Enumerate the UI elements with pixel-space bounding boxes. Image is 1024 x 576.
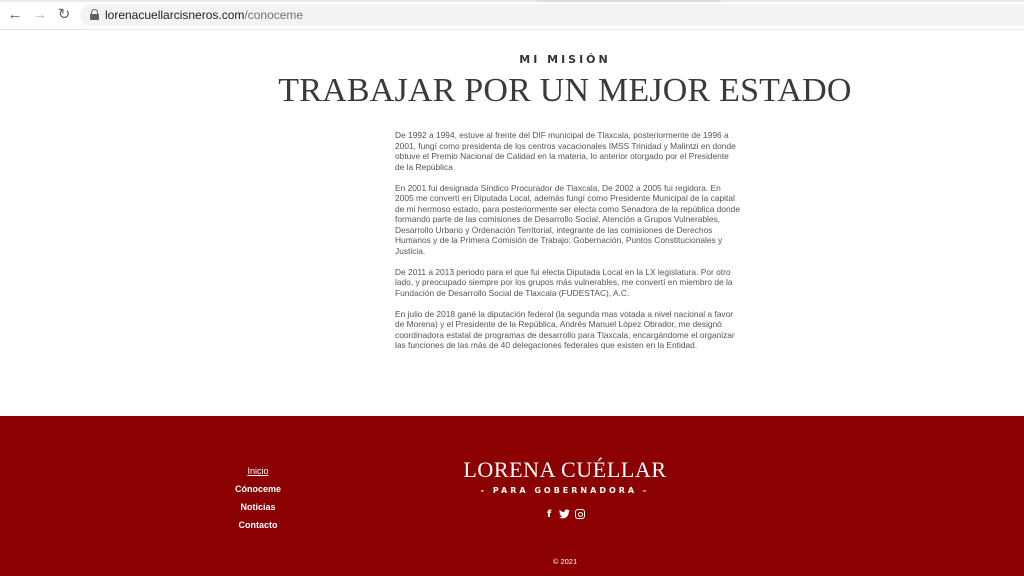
- section-kicker: MI MISIÓN: [519, 53, 611, 66]
- social-links: [545, 509, 589, 523]
- bio-paragraph: De 1992 a 1994, estuve al frente del DIF municipal de Tlaxcala, posteriormente de 1996 a 2001, fungí como presidenta de los centros vacacionales IMSS Trinidad y Malintzi en donde obtuve el Premio Nacional de Calidad en la materia, lo anterior otorgado por el Presidente de la República: [395, 130, 736, 172]
- site-footer: [0, 416, 1024, 576]
- forward-arrow-icon[interactable]: →: [32, 6, 48, 23]
- url-text[interactable]: [105, 8, 303, 22]
- reload-icon[interactable]: ↻: [57, 6, 71, 23]
- instagram-icon[interactable]: [575, 509, 585, 519]
- lock-icon[interactable]: [90, 9, 99, 20]
- copyright-text: © 2021: [552, 557, 578, 566]
- footer-brand: [415, 458, 715, 496]
- twitter-icon[interactable]: [559, 509, 570, 523]
- address-bar[interactable]: [80, 4, 1024, 26]
- footer-link-contacto[interactable]: Contacto: [238, 520, 278, 530]
- url-domain: lorenacuellarcisneros.com: [105, 8, 245, 22]
- footer-link-noticias[interactable]: Noticias: [240, 502, 276, 512]
- facebook-icon[interactable]: f: [547, 509, 552, 520]
- tab-strip-line: [0, 0, 1024, 2]
- footer-link-conoceme[interactable]: Cónoceme: [234, 484, 281, 494]
- bio-paragraph: En 2001 fui designada Síndico Procurador de Tlaxcala. De 2002 a 2005 fui regidora. En 2005 me convertí en Diputada Local, además fungí como Presidente Municipal de la capital de mi hermoso estado, para posteriormente ser electa como Senadora de la república donde formando parte de las comisiones de Desarrollo Social, Atención a Grupos Vulnerables, Desarrollo Urbano y Ordenación Territorial, integrante de las comisiones de Derechos Humanos y de la Primera Comisión de Trabajo: Gobernación, Puntos Constitucionales y Justicia.: [395, 182, 740, 256]
- footer-nav: [218, 462, 298, 534]
- biography-text: [395, 130, 740, 361]
- bio-paragraph: En julio de 2018 gané la diputación federal (la segunda mas votada a nivel nacional a favor de Morena) y el Presidente de la República, Andrés Manuel López Obrador, me designó coordinadora estatal de programas de desarrollo para Tlaxcala, encargándome el organizar las funciones de las más de 40 delegaciones federales que existen en la Entidad.: [395, 308, 735, 350]
- back-arrow-icon[interactable]: ←: [7, 6, 23, 23]
- browser-toolbar: [0, 0, 1024, 30]
- active-tab-indicator: [537, 0, 721, 2]
- footer-link-inicio[interactable]: Inicio: [247, 466, 269, 476]
- page-title: TRABAJAR POR UN MEJOR ESTADO: [278, 72, 852, 109]
- brand-tagline: - PARA GOBERNADORA -: [480, 486, 650, 495]
- url-path: /conoceme: [244, 8, 304, 22]
- bio-paragraph: De 2011 a 2013 periodo para el que fui electa Diputada Local en la LX legislatura. Por otro lado, y preocupado siempre por los grupos más vulnerables, me convertí en miembro de la Fundación de Desarrollo Social de Tlaxcala (FUDESTAC), A.C.: [395, 266, 733, 298]
- brand-name: LORENA CUÉLLAR: [463, 457, 667, 482]
